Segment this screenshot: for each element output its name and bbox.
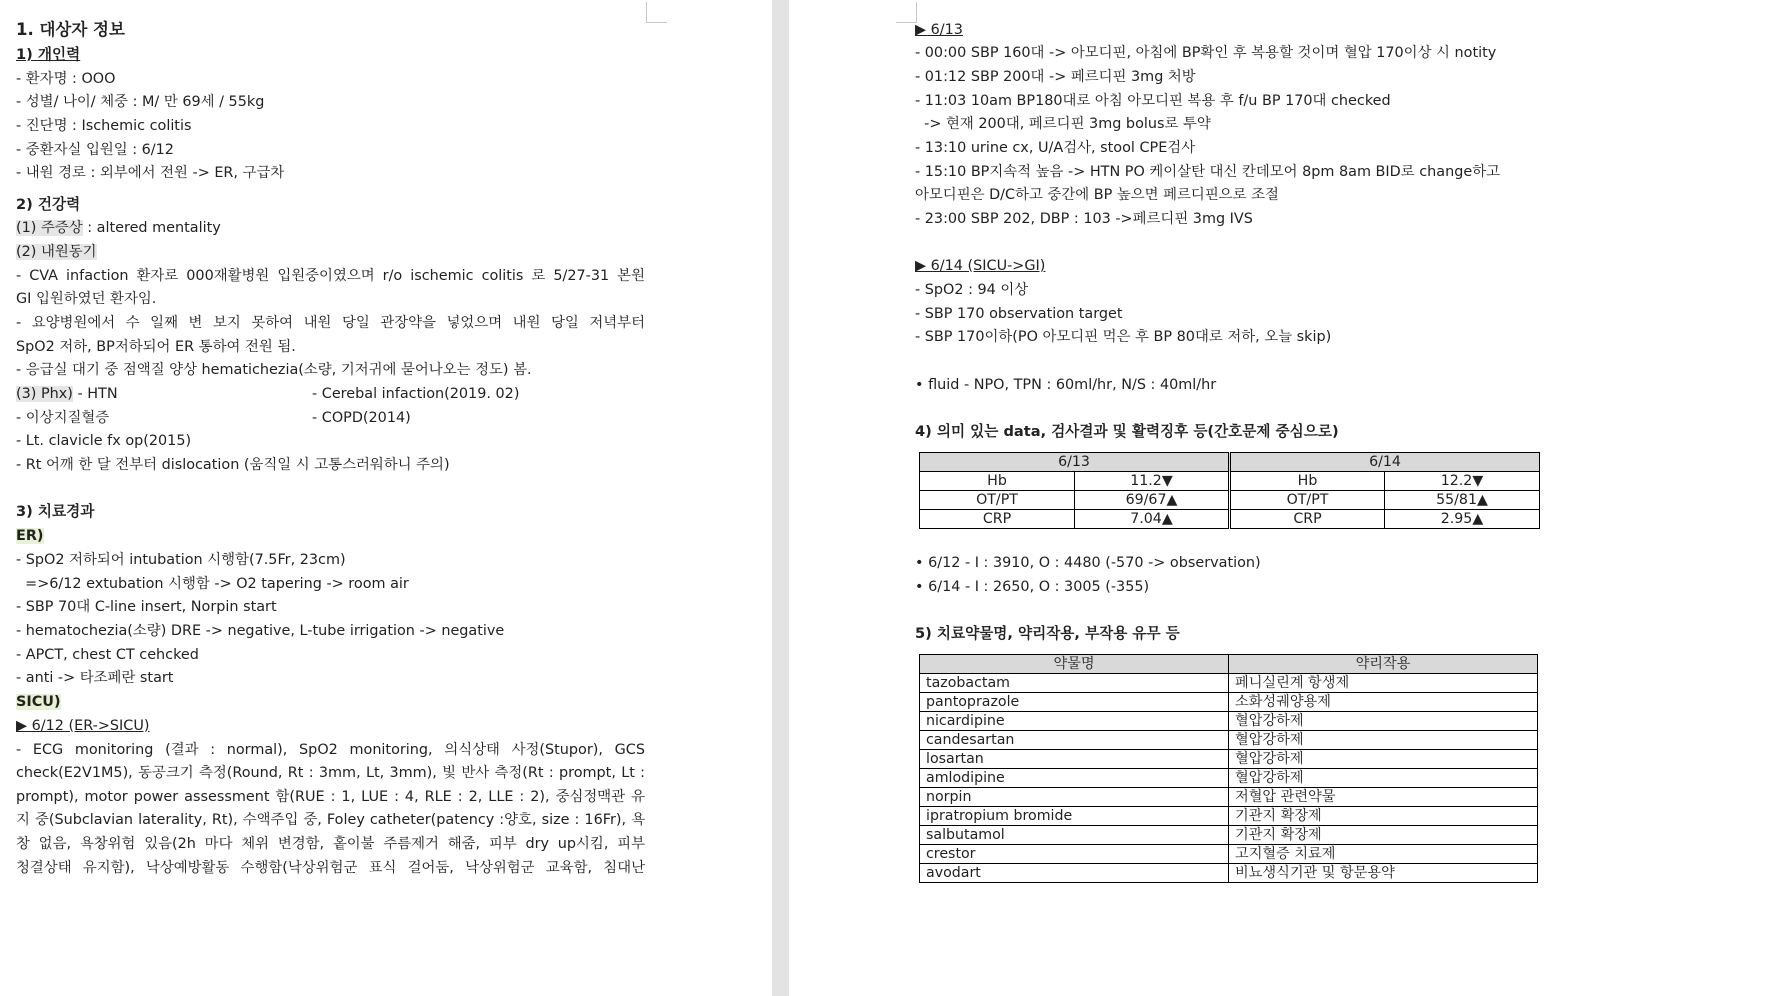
table-cell: avodart [920,864,1229,883]
table-cell: 2.95▲ [1385,510,1540,529]
table-header-row [920,655,1538,674]
text-line: =>6/12 extubation 시행함 -> O2 tapering -> room air [16,576,409,592]
text-line: - 응급실 대기 중 점액질 양상 hematichezia(소량, 기저귀에 묻어나오는 정도) 봄. [16,362,532,378]
table-row [920,693,1538,712]
text-line: - 01:12 SBP 200대 -> 페르디핀 3mg 처방 [915,69,1196,85]
table-cell: CRP [920,510,1075,529]
table-row [920,731,1538,750]
table-row [920,472,1540,491]
table-cell: salbutamol [920,826,1229,845]
table-cell: CRP [1230,510,1385,529]
page-corner-mark [646,2,667,23]
text-line: • 6/12 - I : 3910, O : 4480 (-570 -> observation) [915,555,1261,571]
table-cell: losartan [920,750,1229,769]
text-line: 지 중(Subclavian laterality, Rt), 수액주입 중, Foley catheter(patency :양호, size : 16Fr), 욕 [16,812,645,828]
table-cell: 69/67▲ [1075,491,1230,510]
table-cell: OT/PT [920,491,1075,510]
table-cell: Hb [920,472,1075,491]
table-cell: 55/81▲ [1385,491,1540,510]
table-cell: 혈압강하제 [1229,731,1538,750]
text-line: ER) [16,528,44,544]
text-line: (2) 내원동기 [16,244,97,260]
text-line: SpO2 저하, BP저하되어 ER 통하여 전원 됨. [16,339,296,355]
text-line: - anti -> 타조페란 start [16,670,174,686]
table-cell: 페니실린계 항생제 [1229,674,1538,693]
page-corner-mark [896,2,917,23]
text-line: prompt), motor power assessment 함(RUE : 1, LUE : 4, RLE : 2, LLE : 2), 중심정맥관 유 [16,789,645,805]
table-row [920,712,1538,731]
section-title: 1. 대상자 정보 [16,20,125,39]
text-line: - 진단명 : Ischemic colitis [16,118,192,134]
text-line: 청결상태 유지함), 낙상예방활동 수행함(낙상위험군 표식 걸어둠, 낙상위험군 교육함, 침대난 [16,860,645,876]
lab-table [919,452,1540,529]
text-line: - 00:00 SBP 160대 -> 아모디핀, 아침에 BP확인 후 복용할 것이며 혈압 170이상 시 notity [915,45,1497,61]
text-line: - 23:00 SBP 202, DBP : 103 ->페르디핀 3mg IVS [915,211,1253,227]
text-line: - 중환자실 입원일 : 6/12 [16,142,174,158]
section-title: 5) 치료약물명, 약리작용, 부작용 유무 등 [915,625,1180,642]
text-line: ▶ 6/14 (SICU->GI) [915,258,1046,274]
subsection-title: 2) 건강력 [16,196,81,213]
text-line: - Rt 어깨 한 달 전부터 dislocation (움직일 시 고통스러워하니 주의) [16,457,450,473]
text-line: - 15:10 BP지속적 높음 -> HTN PO 케이살탄 대신 칸데모어 8pm 8am BID로 change하고 [915,164,1500,180]
table-row [920,807,1538,826]
text-line: - SBP 170이하(PO 아모디핀 먹은 후 BP 80대로 저하, 오늘 skip) [915,329,1332,345]
text-line: -> 현재 200대, 페르디핀 3mg bolus로 투약 [915,116,1211,132]
text-line: 아모디핀은 D/C하고 중간에 BP 높으면 페르디핀으로 조절 [915,187,1279,203]
text-line: - ECG monitoring (결과 : normal), SpO2 monitoring, 의식상태 사정(Stupor), GCS [16,742,645,758]
table-cell: norpin [920,788,1229,807]
page-gap [772,0,789,996]
table-cell: 혈압강하제 [1229,750,1538,769]
text-line: - CVA infaction 환자로 000재활병원 입원중이였으며 r/o ischemic colitis 로 5/27-31 본원 [16,268,645,284]
text-line: (1) 주증상 : altered mentality [16,220,221,236]
table-header: 약물명 [920,655,1229,674]
text-line: - 이상지질혈증 - COPD(2014) [16,410,411,426]
table-row [920,750,1538,769]
table-cell: tazobactam [920,674,1229,693]
table-row [920,769,1538,788]
subsection-title: 1) 개인력 [16,46,81,63]
text-line: - 환자명 : OOO [16,71,116,87]
table-header: 6/13 [920,453,1230,472]
text-line: ▶ 6/12 (ER->SICU) [16,718,150,734]
text-line: - 11:03 10am BP180대로 아침 아모디핀 복용 후 f/u BP 170대 checked [915,93,1391,109]
table-cell: 혈압강하제 [1229,769,1538,788]
table-header: 6/14 [1230,453,1540,472]
section-title: 4) 의미 있는 data, 검사결과 및 활력징후 등(간호문제 중심으로) [915,423,1339,440]
table-cell: nicardipine [920,712,1229,731]
table-cell: 11.2▼ [1075,472,1230,491]
table-row [920,674,1538,693]
text-line: - SBP 170 observation target [915,306,1123,322]
table-cell: ipratropium bromide [920,807,1229,826]
text-line: - 13:10 urine cx, U/A검사, stool CPE검사 [915,140,1196,156]
table-cell: 혈압강하제 [1229,712,1538,731]
document-page-right [915,0,1545,996]
table-cell: 7.04▲ [1075,510,1230,529]
text-line: check(E2V1M5), 동공크기 측정(Round, Rt : 3mm, Lt, 3mm), 빛 반사 측정(Rt : prompt, Lt : [16,765,645,781]
text-line: - APCT, chest CT cehcked [16,647,199,663]
document-page-left [16,0,648,996]
drug-table [919,654,1538,883]
text-line: - 성별/ 나이/ 체중 : M/ 만 69세 / 55kg [16,94,265,110]
table-row [920,491,1540,510]
text-line: - SpO2 저하되어 intubation 시행함(7.5Fr, 23cm) [16,552,346,568]
text-line: - hematochezia(소량) DRE -> negative, L-tube irrigation -> negative [16,623,505,639]
table-cell: 12.2▼ [1385,472,1540,491]
text-line: 창 없음, 욕창위험 있음(2h 마다 체위 변경함, 홑이불 주름제거 해줌, 피부 dry up시킴, 피부 [16,836,645,852]
table-cell: pantoprazole [920,693,1229,712]
table-cell: 기관지 확장제 [1229,826,1538,845]
text-line: - 요양병원에서 수 일째 변 보지 못하여 내원 당일 관장약을 넣었으며 내원 당일 저녁부터 [16,315,645,331]
table-cell: 저혈압 관련약물 [1229,788,1538,807]
table-row [920,510,1540,529]
table-cell: candesartan [920,731,1229,750]
text-line: - SpO2 : 94 이상 [915,282,1029,298]
table-cell: 비뇨생식기관 및 항문용약 [1229,864,1538,883]
table-cell: crestor [920,845,1229,864]
text-line: • 6/14 - I : 2650, O : 3005 (-355) [915,579,1150,595]
text-line: - SBP 70대 C-line insert, Norpin start [16,599,277,615]
table-row [920,826,1538,845]
subsection-title: 3) 치료경과 [16,503,95,520]
table-row [920,864,1538,883]
table-cell: 고지혈증 치료제 [1229,845,1538,864]
text-line: (3) Phx) - HTN - Cerebal infaction(2019. 02) [16,386,520,402]
text-line: - Lt. clavicle fx op(2015) [16,433,192,449]
text-line: ▶ 6/13 [915,22,963,38]
text-line: SICU) [16,694,61,710]
table-cell: 소화성궤양용제 [1229,693,1538,712]
text-line: GI 입원하였던 환자임. [16,291,157,307]
table-header-row [920,453,1540,472]
table-cell: OT/PT [1230,491,1385,510]
text-line: - 내원 경로 : 외부에서 전원 -> ER, 구급차 [16,165,285,181]
table-header: 약리작용 [1229,655,1538,674]
table-row [920,845,1538,864]
table-cell: amlodipine [920,769,1229,788]
table-row [920,788,1538,807]
table-cell: 기관지 확장제 [1229,807,1538,826]
text-line: • fluid - NPO, TPN : 60ml/hr, N/S : 40ml/hr [915,377,1217,393]
table-cell: Hb [1230,472,1385,491]
